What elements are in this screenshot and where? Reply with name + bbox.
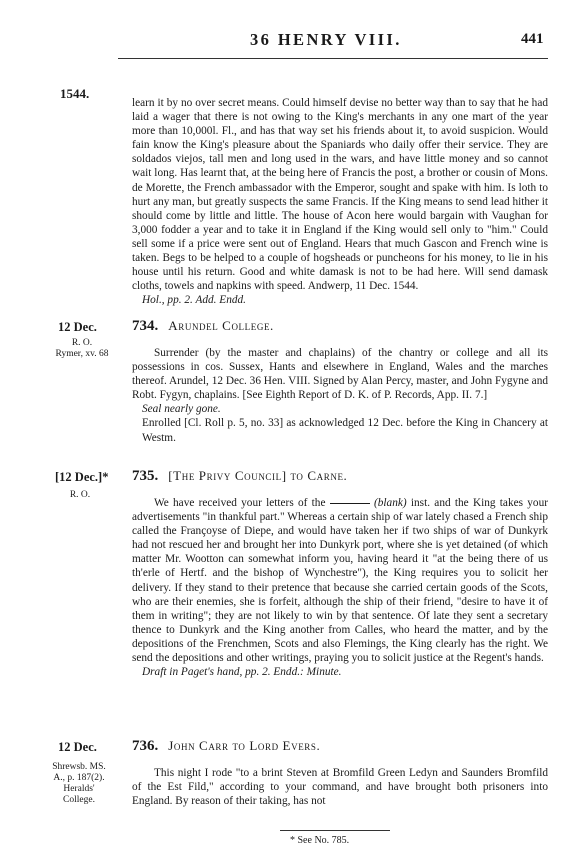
- entry-736-date: 12 Dec.: [58, 740, 97, 754]
- entry-735-number: 735.: [132, 468, 159, 484]
- entry-736-body: [132, 766, 548, 808]
- entry-734-note-seal: Seal nearly gone.: [142, 403, 221, 416]
- entry-734-number: 734.: [132, 318, 159, 334]
- entry-734-ref: R. O. Rymer, xv. 68: [55, 338, 109, 359]
- entry-735-text-start: We have received your letters of the: [154, 497, 326, 509]
- entry-735-blank: (blank): [374, 497, 407, 509]
- entry-734-date: 12 Dec.: [58, 320, 97, 334]
- page-number: 441: [521, 31, 544, 47]
- entry-735-text: [132, 496, 548, 665]
- entry-735-text-rest: inst. and the King takes your advertisements "in thankful part." Whereas a certain ship of war lately chased a French ship called the Françoyse of Diepe, and would have taken her if two ships of war of Dunkyrk had not rescued her and brought her into Dunkyrk port, where she is yet detained (of which matter Mr. Wootton can somewhat inform you, having heard it "at the being there of us th'erle of Hertf. and the bishop of Wynchestre"), the King requires you to solicit her delivery. If they stand to their pretence that because she carried certain goods of the Scots, who are their enemies, she is forfeit, although the ship of their friend, "desire to have it of them in writing"; they are not likely to win by that sentence. Of late they sent a secretary thence to Dunkyrk and the King another from Calles, who heard the matter, and by the depositions of the Frenchmen, Scots and also Flemings, the King clearly has the right. We send the depositions and other writings, praying you to solicit justice at the Regent's hands.: [132, 497, 548, 665]
- entry-735-heading: [132, 468, 347, 485]
- continued-letter-note: Hol., pp. 2. Add. Endd.: [142, 294, 246, 307]
- entry-736-number: 736.: [132, 738, 159, 754]
- entry-734-heading: [132, 318, 274, 335]
- entry-736-ref: Shrewsb. MS. A., p. 187(2). Heralds' College.: [52, 762, 106, 805]
- entry-736-title: John Carr to Lord Evers.: [168, 738, 321, 753]
- entry-735-note: Draft in Paget's hand, pp. 2. Endd.: Minute.: [142, 666, 342, 679]
- footnote: * See No. 785.: [290, 835, 350, 846]
- margin-year: 1544.: [60, 86, 90, 101]
- entry-734-note-enrolled: Enrolled [Cl. Roll p. 5, no. 33] as acknowledged 12 Dec. before the King in Chancery at Westm.: [142, 417, 548, 444]
- entry-735-date: [12 Dec.]*: [55, 470, 109, 484]
- entry-736-text: This night I rode "to a brint Steven at Bromfild Green Ledyn and Saunders Bromfild of the Est Fild," according to your command, and have brought both prisoners into England. By reason of their taking, has not: [132, 767, 548, 808]
- blank-dash: [330, 503, 370, 504]
- entry-735-title: [The Privy Council] to Carne.: [168, 468, 348, 483]
- footnote-rule: [280, 830, 390, 831]
- continued-letter-text: learn it by no over secret means. Could himself devise no better way than to say that he had laid a wager that there is not owing to the King's merchants in any one mart of the year more than 10,000l. Fl., and has that way set his friends about it, to avoid suspicion. Would fain know the King's pleasure about the Spaniards who daily offer their service. They are soldados viejos, tall men and long used in the wars, and have little money and so cannot wait long. Has learnt that, at the being here of Francis the post, a brother or cousin of Mons. de Morette, the French ambassador with the Emperor, sought and spake with him. Is loth to hurt any man, but greatly suspects the same Francis. If the King means to send lead hither it should come by little and little. The house of Acon here would bargain with Vaughan for 3,000 fodder a year and to take it in England if the King would sell only to "him." Could sell some if a price were sent out of England. Hears that much Gascon and French wine is taken. Begs to be helped to a couple of hogsheads or puncheons for his money, to lie in his house until his return. Good and white damask is not to be had here. Will send damask cloths, towels and napkins with speed. Andwerp, 11 Dec. 1544.: [132, 97, 548, 293]
- entry-735-body: [132, 496, 548, 679]
- entry-735-ref: R. O.: [69, 490, 91, 500]
- entry-734-body: [132, 346, 548, 445]
- entry-736-heading: [132, 738, 320, 755]
- continued-letter: [132, 96, 548, 307]
- header-rule: [118, 58, 548, 59]
- entry-734-text: Surrender (by the master and chaplains) of the chantry or college and all its possessions in cos. Sussex, Hants and elsewhere in England, Wales and the marches thereof. Arundel, 12 Dec. 36 Hen. VIII. Signed by Alan Percy, master, and John Fygyne and Robt. Fygyn, chaplains. [See Eighth Report of D. K. of P. Records, App. II. 7.]: [132, 347, 548, 402]
- entry-734-title: Arundel College.: [168, 318, 274, 333]
- running-head-title: 36 HENRY VIII.: [250, 30, 402, 49]
